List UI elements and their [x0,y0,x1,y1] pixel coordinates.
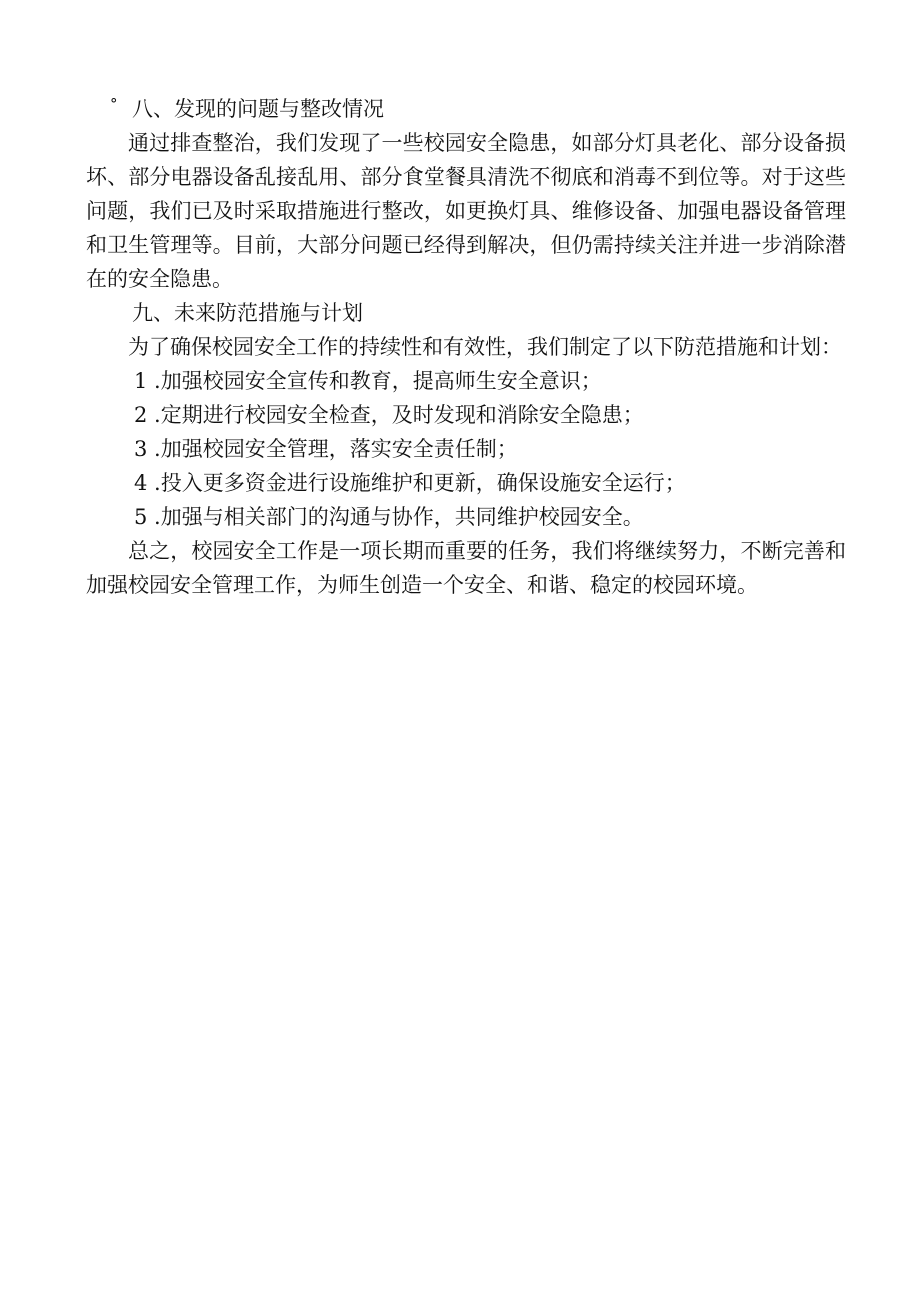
section-8-heading: ° 八、发现的问题与整改情况 [110,95,384,121]
list-item: 4 .投入更多资金进行设施维护和更新，确保设施安全运行； [134,471,686,495]
section-9-heading [86,296,846,330]
list-item: 1 .加强校园安全宣传和教育，提高师生安全意识； [134,369,602,393]
document-body [86,92,846,602]
section-8-title: 八、发现的问题与整改情况 [132,97,384,121]
list-item: 5 .加强与相关部门的沟通与协作，共同维护校园安全。 [134,505,644,529]
section-9-title: 九、未来防范措施与计划 [132,301,363,325]
section-9-intro: 为了确保校园安全工作的持续性和有效性，我们制定了以下防范措施和计划： [128,335,842,359]
list-item: 3 .加强校园安全管理，落实安全责任制； [134,437,518,461]
section-8-paragraph: 通过排查整治，我们发现了一些校园安全隐患，如部分灯具老化、部分设备损坏、部分电器设备乱接乱用、部分食堂餐具清洗不彻底和消毒不到位等。对于这些问题，我们已及时采取措施进行整改，如更换灯具、维修设备、加强电器设备管理和卫生管理等。目前，大部分问题已经得到解决，但仍需持续关注并进一步消除潜在的安全隐患。 [86,131,846,291]
conclusion-paragraph: 总之，校园安全工作是一项长期而重要的任务，我们将继续努力，不断完善和加强校园安全管理工作，为师生创造一个安全、和谐、稳定的校园环境。 [86,539,846,597]
list-item: 2 .定期进行校园安全检查，及时发现和消除安全隐患； [134,403,644,427]
